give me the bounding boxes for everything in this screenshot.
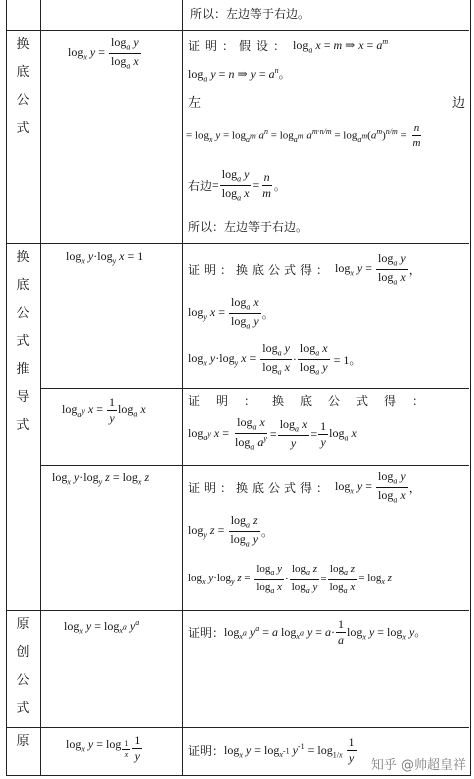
proof-s1-line3: = $\log_x y = \log_{a^m} a^n = \log_{a^m} a^{m\cdot n/m} = \log_{a^m}(a^m)^{n/m}$ = $\frac{n}{m}$ [186, 122, 421, 150]
formula-chain: $\log_x y\cdot\log_y$ $z = \log_x z$ [52, 470, 150, 487]
proof-s1-left: 左 [188, 96, 202, 111]
row-divider [40, 465, 469, 466]
formula-original-2: $\log_x y = \log$ $_{\frac{1}{x}}$ $\frac{1}{y}$ [66, 733, 141, 764]
proof-s4-line3: $\log_x y\cdot\log_y$ z = $\frac{\log_a y}{\log_a x}$ · $\frac{\log_a z}{\log_a y}$ = $\frac{\log_a z}{\log_a x}$ = $\log_x z$ [188, 563, 392, 596]
row-divider [6, 243, 469, 244]
proof-s4-line1: 证明：换底公式得： $\log_x y$ = $\frac{\log_a y}{\log_a x}$ ， [188, 469, 421, 505]
proof-s5-line1: 证明： $\log_{x^a} y^a = a$ $\log_{x^a} y = a\cdot$ $\frac{1}{a}$ $\log_x y = \log_x y$。 [188, 617, 427, 648]
proof-s4-line2: $\log_y z$ = $\frac{\log_a z}{\log_a y}$ 。 [188, 513, 274, 549]
watermark: 知乎 @帅超皇祥 [370, 758, 466, 773]
category-label-change-of-base: 换 底 公 式 [16, 37, 30, 136]
proof-s1-line2: $\log_a y = n$ ⇒ $y = a^n$。 [188, 66, 291, 84]
row-divider [40, 388, 469, 389]
formula-original: $\log_x y = \log_{x^a} y^a$ [64, 618, 140, 636]
proof-s2-line3: $\log_x y\cdot\log_y$ x = $\frac{\log_a y}{\log_a x}$ · $\frac{\log_a x}{\log_a y}$ = 1。 [188, 341, 362, 377]
proof-s6-line1: 证明： $\log_x y = \log_{x^{-1}} y^{-1} = \log_{1/x}$ $\frac{1}{y}$ [188, 735, 355, 766]
formula-product: $\log_x y\cdot\log_y$ x = 1 [66, 249, 144, 266]
row-divider [6, 30, 469, 31]
top-row-text: 所以：左边等于右边。 [190, 7, 311, 21]
category-label-derived: 换 底 公 式 推 导 式 [16, 250, 30, 433]
proof-s1-line1: 证明：假设： $\log_a x = m$ ⇒ $x = a^m$ [188, 37, 389, 55]
proof-s1-line4: 右边 = $\frac{\log_a y}{\log_a x}$ = $\frac{n}{m}$ 。 [188, 167, 286, 203]
proof-s2-line1: 证明：换底公式得： $\log_x y$ = $\frac{\log_a y}{\log_a x}$ ， [188, 251, 421, 287]
row-divider [6, 610, 469, 611]
formula-power-base: $\log_{a^y} x$ = $\frac{1}{y}$ $\log_a x$ [62, 395, 146, 426]
proof-s3-intro: 证明：换底公式得： [188, 394, 441, 408]
proof-s1-right: 边 [452, 96, 466, 111]
proof-s1-end: 所以：左边等于右边。 [188, 220, 309, 234]
category-label-original-2: 原 [16, 734, 30, 749]
proof-s2-line2: $\log_y x$ = $\frac{\log_a x}{\log_a y}$ 。 [188, 295, 274, 331]
category-label-original: 原 创 公 式 [16, 617, 30, 716]
proof-s3-line1: $\log_{a^y} x$ = $\frac{\log_a x}{\log_a a^y}$ = $\frac{\log_a x}{y}$ = $\frac{1}{y}$ $\log_a x$ [188, 415, 357, 452]
formula-change-of-base: $\log_x y$ = $\frac{\log_a y}{\log_a x}$ [68, 35, 139, 71]
row-divider [6, 727, 469, 728]
